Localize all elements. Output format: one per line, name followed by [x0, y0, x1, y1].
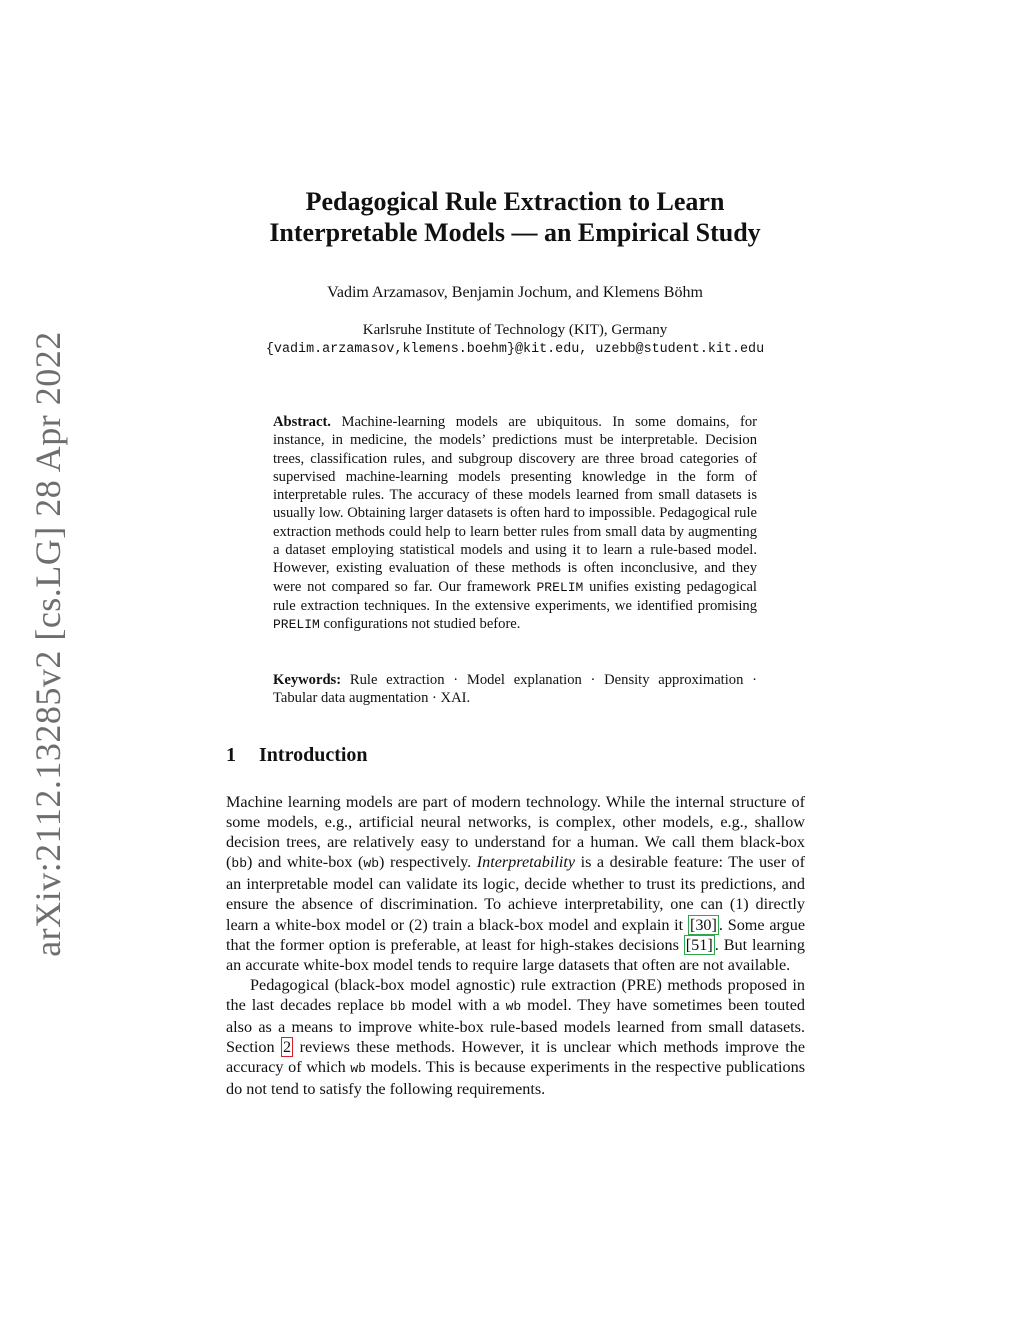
keywords-text: Rule extraction · Model explanation · Density approximation · Tabular data augmentation · XAI. — [273, 672, 757, 707]
keywords-label: Keywords: — [273, 672, 342, 688]
para2-text-4: reviews these methods. However, it is unclear which methods improve the accuracy of which — [226, 1038, 806, 1077]
para1-text-4: is a desirable feature: The user of an interpretable model can validate its logic, decide whether to trust its predictions, and ensure the absence of discrimination. To achieve interpretability, one can (1) directly learn a white-box model or (2) train a black-box model and explain it — [226, 853, 805, 934]
intro-paragraph-1 — [226, 792, 805, 975]
citation-link-51[interactable]: [51] — [685, 935, 713, 954]
author-list: Vadim Arzamasov, Benjamin Jochum, and Klemens Böhm — [327, 284, 703, 301]
citation-link-30[interactable]: [30] — [689, 915, 717, 934]
wb-abbrev-2: wb — [505, 998, 522, 1014]
keywords — [273, 671, 757, 708]
para2-text-3: model. They have sometimes been touted also as a means to improve white-box rule-based models learned from small datasets. Section — [226, 995, 806, 1057]
para1-text-3: ) respectively. — [379, 853, 472, 872]
email-addresses: {vadim.arzamasov,klemens.boehm}@kit.edu, uzebb@student.kit.edu — [265, 342, 765, 357]
para1-text-1: Machine learning models are part of modern technology. While the internal structure of some models, e.g., artificial neural networks, is complex, other models, e.g., shallow decision trees, are relatively easy to understand for a human. We call them black-box ( — [226, 793, 805, 872]
section-number: 1 — [226, 744, 236, 766]
wb-abbrev: wb — [363, 856, 380, 872]
section-title: Introduction — [259, 744, 368, 766]
intro-paragraph-2 — [226, 975, 805, 1100]
framework-name-repeat: PRELIM — [273, 617, 320, 633]
para1-text-6: . But learning an accurate white-box model tends to require large datasets that often are not available. — [226, 935, 805, 974]
institution: Karlsruhe Institute of Technology (KIT), Germany — [362, 322, 668, 338]
bb-abbrev: bb — [231, 856, 247, 872]
wb-abbrev-3: wb — [350, 1061, 366, 1077]
framework-name: PRELIM — [536, 579, 584, 595]
abstract-text-b: unifies existing pedagogical rule extraction techniques. In the extensive experiments, we identified promising — [273, 578, 757, 614]
affiliation-block — [200, 320, 830, 360]
para2-text-2: model with a — [411, 995, 500, 1014]
abstract-text-c: configurations not studied before. — [323, 616, 521, 633]
para2-text-1: Pedagogical (black-box model agnostic) rule extraction (PRE) methods proposed in the last decades replace — [226, 975, 805, 1014]
abstract-text-a: Machine-learning models are ubiquitous. In some domains, for instance, in medicine, the models’ predictions must be interpretable. Decision trees, classification rules, and subgroup discovery are three broad categories of supervised machine-learning models presenting knowledge in the form of interpretable rules. The accuracy of these models learned from small datasets is usually low. Obtaining larger datasets is often hard to impossible. Pedagogical rule extraction methods could help to learn better rules from small data by augmenting a dataset employing statistical models and using it to learn a rule-based model. However, existing evaluation of these methods is often inconclusive, and they were not compared so far. Our framework — [273, 414, 757, 595]
para1-text-5: . Some argue that the former option is preferable, at least for high-stakes decisions — [226, 915, 806, 954]
paper-title — [200, 186, 830, 248]
arxiv-identifier-stamp — [28, 331, 68, 957]
introduction-body — [226, 792, 805, 1099]
abstract-label: Abstract. — [273, 414, 331, 430]
arxiv-identifier-text: arXiv:2112.13285v2 [cs.LG] 28 Apr 2022 — [28, 331, 68, 957]
section-heading-introduction — [226, 744, 368, 767]
section-reference-link[interactable]: 2 — [283, 1038, 292, 1057]
paper-title-line-1: Pedagogical Rule Extraction to Learn — [305, 187, 725, 216]
paper-title-line-2: Interpretable Models — an Empirical Study — [269, 218, 761, 247]
interpretability-term: Interpretability — [476, 853, 576, 872]
para2-text-5: models. This is because experiments in the respective publications do not tend to satisfy the following requirements. — [226, 1058, 805, 1099]
bb-abbrev-2: bb — [389, 998, 406, 1014]
para1-text-2: ) and white-box ( — [247, 853, 364, 872]
abstract — [273, 413, 757, 635]
